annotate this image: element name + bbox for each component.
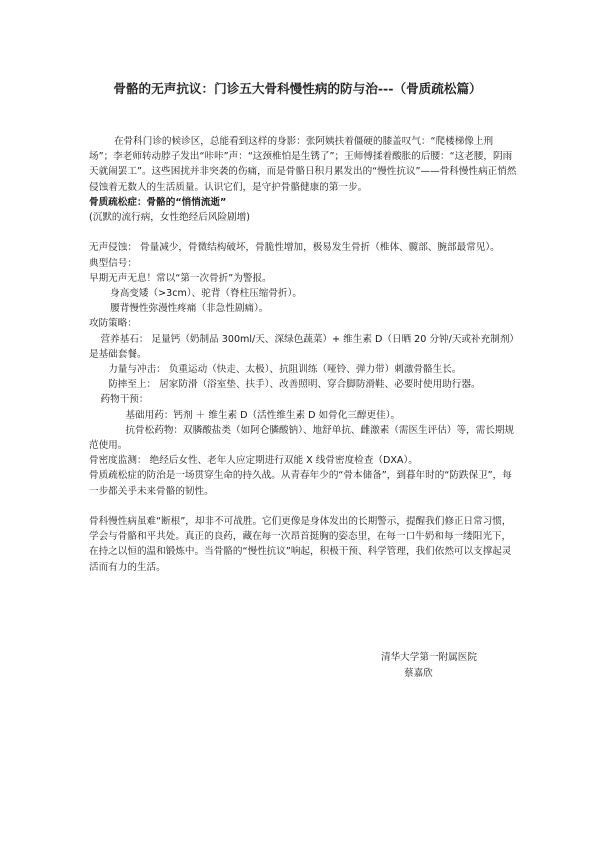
page-title: 骨骼的无声抗议：门诊五大骨科慢性病的防与治---（骨质疏松篇） [113, 81, 482, 96]
strategy-label: 攻防策略： [89, 318, 137, 330]
section-subtitle: (沉默的流行病，女性绝经后风险剧增) [89, 212, 250, 224]
strategy-nutrition: 营养基石： 足量钙（奶制品 300ml/天、深绿色蔬菜）+ 维生素 D（日晒 20 分钟/天或补充制剂）是基础套餐。 [89, 333, 515, 360]
lifelong-paragraph: 骨质疏松症的防治是一场贯穿生命的持久战。从青春年少的“骨本储备”，到暮年时的“防跌保卫”，每一步都关乎未来骨骼的韧性。 [89, 470, 512, 497]
bmd-monitoring: 骨密度监测： 绝经后女性、老年人应定期进行双能 X 线骨密度检查（DXA）。 [89, 455, 418, 467]
article-body [89, 134, 517, 575]
section-heading: 骨质疏松症：骨骼的“悄悄流逝” [89, 196, 227, 208]
drug-basic: 基础用药：钙剂 ＋ 维生素 D（活性维生素 D 如骨化三醇更佳）。 [125, 409, 401, 421]
strategy-fall-prevention: 防摔至上： 居家防滑（浴室垫、扶手）、改善照明、穿合脚防滑鞋、必要时使用助行器。 [108, 379, 481, 391]
drug-label: 药物干预： [100, 394, 149, 406]
strategy-exercise: 力量与冲击： 负重运动（快走、太极）、抗阻训练（哑铃、弹力带）刺激骨骼生长。 [108, 364, 462, 376]
silent-erosion-paragraph: 无声侵蚀： 骨量减少，骨微结构破坏，骨脆性增加，极易发生骨折（椎体、髋部、腕部最常见）。 [89, 242, 500, 254]
signal-item-3: 腰背慢性弥漫性疼痛（非急性剧痛）。 [110, 303, 269, 315]
signature-author: 蔡嘉欣 [404, 668, 433, 679]
signal-item-1: 早期无声无息！常以“第一次骨折”为警报。 [89, 272, 272, 284]
signal-item-2: 身高变矮（>3cm）、驼背（脊柱压缩骨折）。 [110, 288, 302, 300]
drug-anti-osteoporosis: 抗骨松药物：双膦酸盐类（如阿仑膦酸钠）、地舒单抗、雌激素（需医生评估）等，需长期规范使用。 [89, 424, 515, 452]
signature-institution: 清华大学第一附属医院 [381, 652, 477, 663]
closing-paragraph: 骨科慢性病虽难“断根”，却非不可战胜。它们更像是身体发出的长期警示，提醒我们修正日常习惯，学会与骨骼和平共处。真正的良药，藏在每一次昂首挺胸的姿态里，在每一口牛奶和每一缕阳光下，在持之以恒的温和锻炼中。当骨骼的“慢性抗议”响起，积极干预、科学管理，我们依然可以支撑起灵活而有力的生活。 [89, 516, 512, 573]
signals-label: 典型信号： [89, 257, 137, 269]
intro-paragraph: 在骨科门诊的候诊区，总能看到这样的身影：张阿姨扶着僵硬的膝盖叹气：“爬楼梯像上刑场”；李老师转动脖子发出“咔咔”声：“这颈椎怕是生锈了”；王师傅揉着酸胀的后腰：“这老腰，阴雨天就闹罢工”。这些困扰并非突袭的伤痛，而是骨骼日积月累发出的“慢性抗议”——骨科慢性病正悄然侵蚀着无数人的生活质量。认识它们，是守护骨骼健康的第一步。 [89, 136, 517, 193]
